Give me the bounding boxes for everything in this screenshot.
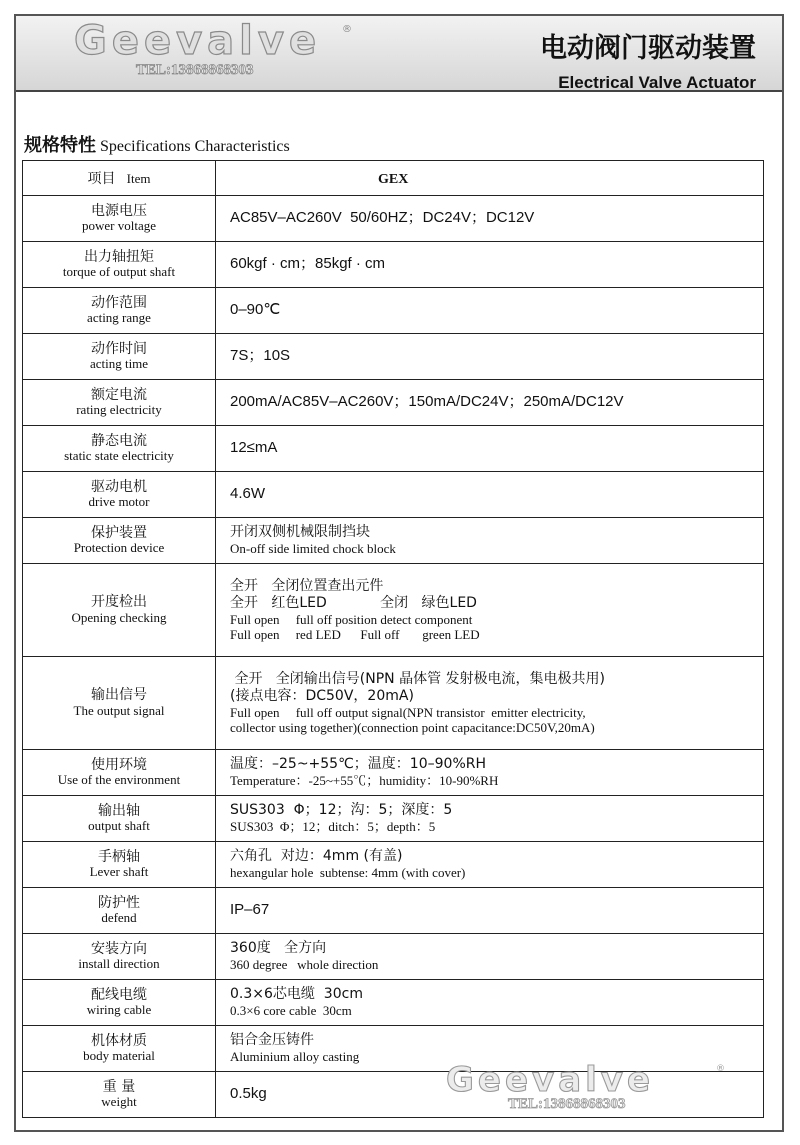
- row-value-translation: Aluminium alloy casting: [230, 1048, 360, 1064]
- row-label-en: defend: [101, 910, 137, 926]
- row-label-cell: [23, 980, 216, 1026]
- registered-mark: ®: [342, 24, 352, 35]
- model-header-cell: [216, 161, 764, 196]
- row-value-translation: collector using together)(connection point capacitance:DC50V,20mA): [230, 719, 595, 735]
- row-value-text: 开闭双侧机械限制挡块: [230, 524, 370, 541]
- row-value-translation: SUS303 Φ；12；ditch：5；depth：5: [230, 818, 436, 834]
- model-name: GEX: [378, 172, 409, 187]
- row-label-zh: 保护装置: [91, 524, 147, 541]
- table-row: [23, 426, 764, 472]
- table-row: [23, 196, 764, 242]
- row-label-en: static state electricity: [64, 448, 174, 464]
- table-row: [23, 472, 764, 518]
- row-value-text: 0.5kg: [230, 1085, 267, 1103]
- document-title-zh: 电动阀门驱动装置: [540, 33, 756, 64]
- row-label-zh: 防护性: [98, 894, 140, 911]
- row-value-cell: [216, 380, 764, 426]
- row-label-en: torque of output shaft: [62, 264, 176, 280]
- row-value-translation: Full open full off position detect component: [230, 611, 473, 627]
- row-label-cell: [23, 750, 216, 796]
- table-row: [23, 842, 764, 888]
- row-label-cell: [23, 1026, 216, 1072]
- row-label-cell: [23, 518, 216, 564]
- row-label-cell: [23, 426, 216, 472]
- row-value-text: 0–90℃: [230, 301, 281, 319]
- row-label-cell: [23, 242, 216, 288]
- row-value-text: AC85V–AC260V 50/60HZ；DC24V；DC12V: [230, 209, 535, 227]
- row-value-translation: Full open red LED Full off green LED: [230, 626, 480, 642]
- footer-registered-mark: ®: [716, 1064, 725, 1074]
- item-header-label: [88, 168, 151, 187]
- item-header-cell: [23, 161, 216, 196]
- row-label-cell: [23, 796, 216, 842]
- row-value-translation: 0.3×6 core cable 30cm: [230, 1002, 352, 1018]
- row-label-cell: [23, 564, 216, 657]
- row-label-en: power voltage: [81, 218, 156, 234]
- row-value-cell: [216, 657, 764, 750]
- row-value-translation: 360 degree whole direction: [230, 956, 379, 972]
- row-label-en: drive motor: [88, 494, 150, 510]
- row-label-cell: [23, 657, 216, 750]
- row-value-cell: [216, 980, 764, 1026]
- row-label-en: wiring cable: [86, 1002, 152, 1018]
- table-row: [23, 934, 764, 980]
- row-value-translation: Temperature：-25~+55℃；humidity：10-90%RH: [230, 772, 499, 788]
- item-header-en: Item: [126, 170, 151, 186]
- table-row: [23, 564, 764, 657]
- row-label-zh: 动作时间: [91, 340, 147, 357]
- header-banner: [16, 16, 782, 92]
- row-label-zh: 重 量: [102, 1078, 136, 1095]
- row-label-cell: [23, 196, 216, 242]
- table-row: [23, 980, 764, 1026]
- row-label-zh: 输出信号: [91, 687, 147, 704]
- row-value-cell: [216, 288, 764, 334]
- row-value-text: 360度 全方向: [230, 940, 327, 957]
- table-header-row: [23, 161, 764, 196]
- header-telephone: TEL:13868868303: [136, 62, 254, 78]
- row-label-en: acting range: [87, 310, 151, 326]
- row-label-zh: 手柄轴: [98, 848, 140, 865]
- row-value-cell: [216, 472, 764, 518]
- row-value-text: 温度：–25~+55℃；温度：10–90%RH: [230, 756, 486, 773]
- row-label-en: output shaft: [88, 818, 150, 834]
- row-value-cell: [216, 518, 764, 564]
- row-label-en: Opening checking: [71, 609, 167, 625]
- section-title: [24, 131, 290, 157]
- row-value-text: 铝合金压铸件: [230, 1032, 314, 1049]
- document-title-en: Electrical Valve Actuator: [558, 73, 756, 92]
- row-label-zh: 使用环境: [91, 756, 147, 773]
- table-row: [23, 242, 764, 288]
- row-value-text: (接点电容：DC50V，20mA): [230, 688, 414, 705]
- row-value-cell: [216, 196, 764, 242]
- row-label-en: acting time: [89, 356, 149, 372]
- table-row: [23, 657, 764, 750]
- row-label-en: install direction: [78, 956, 160, 972]
- row-label-cell: [23, 888, 216, 934]
- row-value-text: 200mA/AC85V–AC260V；150mA/DC24V；250mA/DC12V: [230, 393, 624, 411]
- row-value-translation: On-off side limited chock block: [230, 540, 396, 556]
- row-label-zh: 配线电缆: [91, 986, 147, 1003]
- row-value-text: 六角孔 对边：4mm (有盖): [230, 848, 403, 865]
- row-value-cell: [216, 750, 764, 796]
- footer-logo: Geevalve: [446, 1060, 655, 1100]
- row-label-cell: [23, 1072, 216, 1118]
- row-value-text: SUS303 Φ；12；沟：5；深度：5: [230, 802, 453, 819]
- footer-telephone: TEL:13868868303: [508, 1096, 626, 1112]
- row-value-text: 全开 红色LED 全闭 绿色LED: [230, 595, 477, 612]
- row-label-zh: 出力轴扭矩: [84, 248, 154, 265]
- row-value-text: 全开 全闭输出信号(NPN 晶体管 发射极电流，集电极共用): [230, 670, 606, 687]
- row-label-en: rating electricity: [76, 402, 162, 418]
- row-label-en: weight: [101, 1094, 137, 1110]
- row-label-zh: 输出轴: [98, 802, 140, 819]
- row-label-en: Lever shaft: [89, 864, 149, 880]
- row-value-text: IP–67: [230, 901, 270, 919]
- row-value-text: 4.6W: [230, 485, 266, 503]
- brand-logo: Geevalve: [74, 18, 322, 64]
- row-value-cell: [216, 242, 764, 288]
- row-label-zh: 安装方向: [91, 940, 147, 957]
- table-row: [23, 334, 764, 380]
- row-value-cell: [216, 842, 764, 888]
- row-value-cell: [216, 334, 764, 380]
- row-value-text: 7S；10S: [230, 347, 291, 365]
- row-label-zh: 动作范围: [91, 294, 147, 311]
- item-header-zh: 项目: [87, 170, 116, 187]
- row-label-zh: 额定电流: [91, 386, 147, 403]
- row-value-translation: hexangular hole subtense: 4mm (with cover): [230, 864, 466, 880]
- row-value-text: 12≤mA: [230, 439, 278, 457]
- row-label-cell: [23, 288, 216, 334]
- section-title-zh: 规格特性: [24, 135, 96, 156]
- row-value-text: 60kgf · cm；85kgf · cm: [230, 255, 386, 273]
- section-title-en: Specifications Characteristics: [100, 138, 290, 155]
- table-row: [23, 380, 764, 426]
- row-label-zh: 机体材质: [91, 1032, 147, 1049]
- row-label-cell: [23, 842, 216, 888]
- table-row: [23, 288, 764, 334]
- specifications-table: [22, 160, 764, 1118]
- row-label-zh: 驱动电机: [91, 478, 147, 495]
- row-value-cell: [216, 796, 764, 842]
- table-row: [23, 750, 764, 796]
- row-value-cell: [216, 888, 764, 934]
- row-label-en: body material: [83, 1048, 155, 1064]
- table-row: [23, 796, 764, 842]
- row-value-cell: [216, 934, 764, 980]
- row-value-text: 全开 全闭位置查出元件: [230, 577, 384, 594]
- row-label-cell: [23, 334, 216, 380]
- row-label-zh: 开度检出: [91, 594, 147, 611]
- row-label-en: Use of the environment: [57, 772, 181, 788]
- row-label-cell: [23, 472, 216, 518]
- row-value-text: 0.3×6芯电缆 30cm: [230, 986, 363, 1003]
- table-row: [23, 888, 764, 934]
- row-label-zh: 静态电流: [91, 432, 147, 449]
- row-label-zh: 电源电压: [91, 202, 147, 219]
- row-label-en: Protection device: [73, 540, 165, 556]
- table-row: [23, 518, 764, 564]
- row-label-cell: [23, 934, 216, 980]
- row-label-cell: [23, 380, 216, 426]
- row-value-translation: Full open full off output signal(NPN transistor emitter electricity,: [230, 704, 586, 720]
- row-value-cell: [216, 564, 764, 657]
- row-label-en: The output signal: [73, 702, 165, 718]
- row-value-cell: [216, 426, 764, 472]
